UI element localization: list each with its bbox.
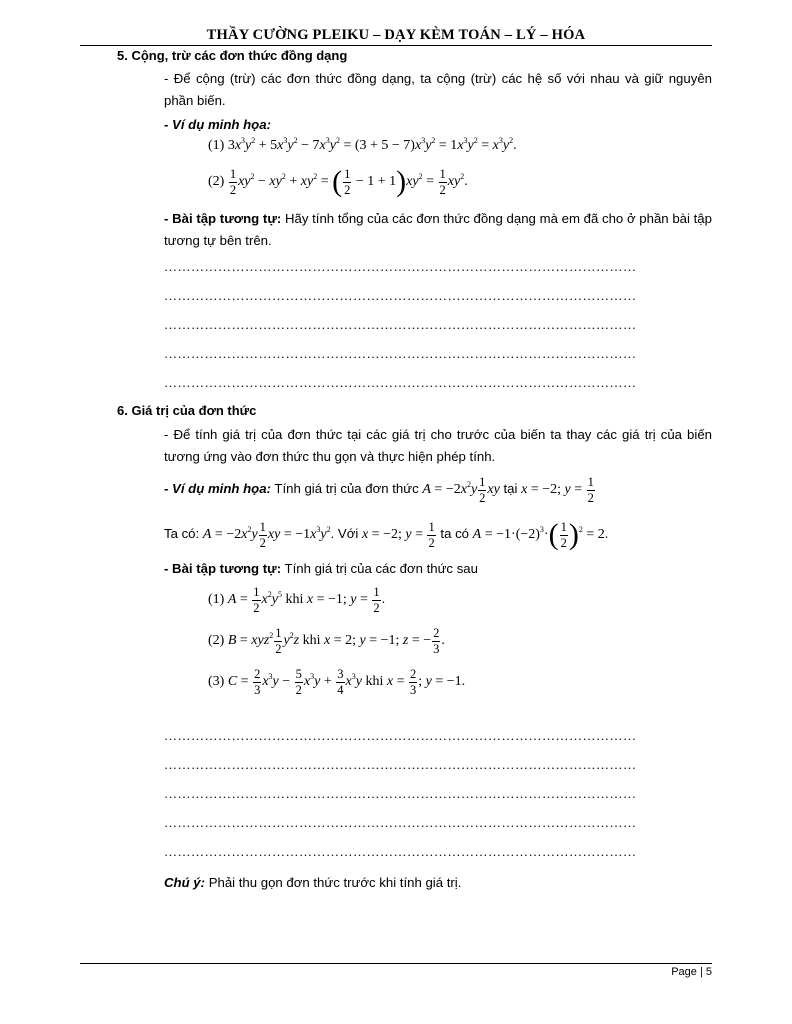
section-5-example-label: - Ví dụ minh họa: bbox=[164, 117, 271, 132]
example-2-equation: (2) $\frac{1}{2}$ $xy^2 - xy^2 + xy^2$ = ( $\frac{1}{2}$ − $1 + 1)xy^2$ = $\frac{1}{2}$ $xy^2$. bbox=[208, 165, 468, 198]
problem-3: (3) C = $\frac{2}{3}$ $x^3y$ − $\frac{5}{2}$ $x^3y$ + $\frac{3}{4}$ $x^3y$ khi x = $\frac{2}{3}$ ; y = −1. bbox=[208, 667, 466, 697]
section-5-exercise bbox=[164, 208, 712, 252]
section-6-exercise-text: Tính giá trị của các đơn thức sau bbox=[281, 561, 478, 576]
answer-line[interactable]: …………………………………………………………………………………………… bbox=[164, 786, 637, 801]
answer-line[interactable]: …………………………………………………………………………………………… bbox=[164, 346, 637, 361]
answer-line[interactable]: …………………………………………………………………………………………… bbox=[164, 288, 637, 303]
answer-line[interactable]: …………………………………………………………………………………………… bbox=[164, 317, 637, 332]
answer-line[interactable]: …………………………………………………………………………………………… bbox=[164, 815, 637, 830]
footer-rule bbox=[80, 963, 712, 964]
answer-line[interactable]: …………………………………………………………………………………………… bbox=[164, 259, 637, 274]
section-6-example-label: - Ví dụ minh họa: bbox=[164, 481, 271, 497]
section-5-title: 5. Cộng, trừ các đơn thức đồng dạng bbox=[117, 48, 348, 63]
section-6-title: 6. Giá trị của đơn thức bbox=[117, 403, 257, 418]
answer-line[interactable]: …………………………………………………………………………………………… bbox=[164, 844, 637, 859]
ta-co-word: Ta có: bbox=[164, 526, 200, 542]
problem-2-number: (2) bbox=[208, 633, 225, 649]
problem-3-number: (3) bbox=[208, 674, 225, 690]
ta-co-word-2: ta có bbox=[440, 526, 469, 542]
section-6-example: - Ví dụ minh họa: Tính giá trị của đơn thức $A = -2x^2y$ $\frac{1}{2}$ xy tại x = −2; y = $\frac{1}{2}$ bbox=[164, 475, 594, 505]
section-6-exercise bbox=[164, 558, 478, 580]
example-2-number: (2) bbox=[208, 174, 225, 190]
problem-2: (2) B = xyz$^2$ $\frac{1}{2}$ $y^2z$ khi x = 2; y = −1; z = − $\frac{2}{3}$ . bbox=[208, 626, 445, 656]
page-header: THẦY CƯỜNG PLEIKU – DẠY KÈM TOÁN – LÝ – HÓA bbox=[206, 27, 586, 43]
khi-word: khi bbox=[285, 592, 304, 608]
note-text: Phải thu gọn đơn thức trước khi tính giá trị. bbox=[205, 875, 462, 890]
answer-line[interactable]: …………………………………………………………………………………………… bbox=[164, 728, 637, 743]
problem-1: (1) A = $\frac{1}{2}$ $x^2y^5$ khi x = −1; y = $\frac{1}{2}$ . bbox=[208, 585, 386, 615]
voi-word: . Với bbox=[330, 526, 359, 542]
section-5-exercise-text: Hãy tính tổng của các đơn thức đồng dạng mà em đã cho ở phần bài tập tương tự bên trên. bbox=[164, 211, 712, 248]
problem-1-number: (1) bbox=[208, 592, 225, 608]
section-6-note bbox=[164, 872, 461, 894]
section-5-rule: - Để cộng (trừ) các đơn thức đồng dạng, ta cộng (trừ) các hệ số với nhau và giữ nguyên phần biến. bbox=[164, 71, 712, 108]
khi-word: khi bbox=[365, 674, 384, 690]
example-1-equation: (1) $3x^3y^2 + 5x^3y^2 - 7x^3y^2 = (3 + 5 - 7)x^3y^2 = 1x^3y^2 = x^3y^2$. bbox=[208, 136, 517, 153]
answer-line[interactable]: …………………………………………………………………………………………… bbox=[164, 375, 637, 390]
example-1-number: (1) bbox=[208, 138, 225, 153]
answer-line[interactable]: …………………………………………………………………………………………… bbox=[164, 757, 637, 772]
page-number: Page | 5 bbox=[671, 966, 712, 978]
khi-word: khi bbox=[302, 633, 321, 649]
section-6-rule: - Để tính giá trị của đơn thức tại các giá trị cho trước của biến ta thay các giá trị của biến tương ứng vào đơn thức thu gọn và thực hiện phép tính. bbox=[164, 427, 712, 464]
section-6-solution: Ta có: $A = -2x^2y$ $\frac{1}{2}$ xy = $-1x^3y^2$. Với x = −2; y = $\frac{1}{2}$ ta có $A = -1\cdot(-2)^3\cdot$( $\frac{1}{2}$ )$^2$ = 2. bbox=[164, 518, 609, 551]
section-5-exercise-label: - Bài tập tương tự: bbox=[164, 211, 282, 226]
section-6-example-text: Tính giá trị của đơn thức bbox=[270, 481, 419, 497]
note-label: Chú ý: bbox=[164, 875, 206, 890]
tai-word: tại bbox=[503, 481, 518, 497]
header-rule bbox=[80, 45, 712, 46]
section-6-exercise-label: - Bài tập tương tự: bbox=[164, 561, 282, 576]
